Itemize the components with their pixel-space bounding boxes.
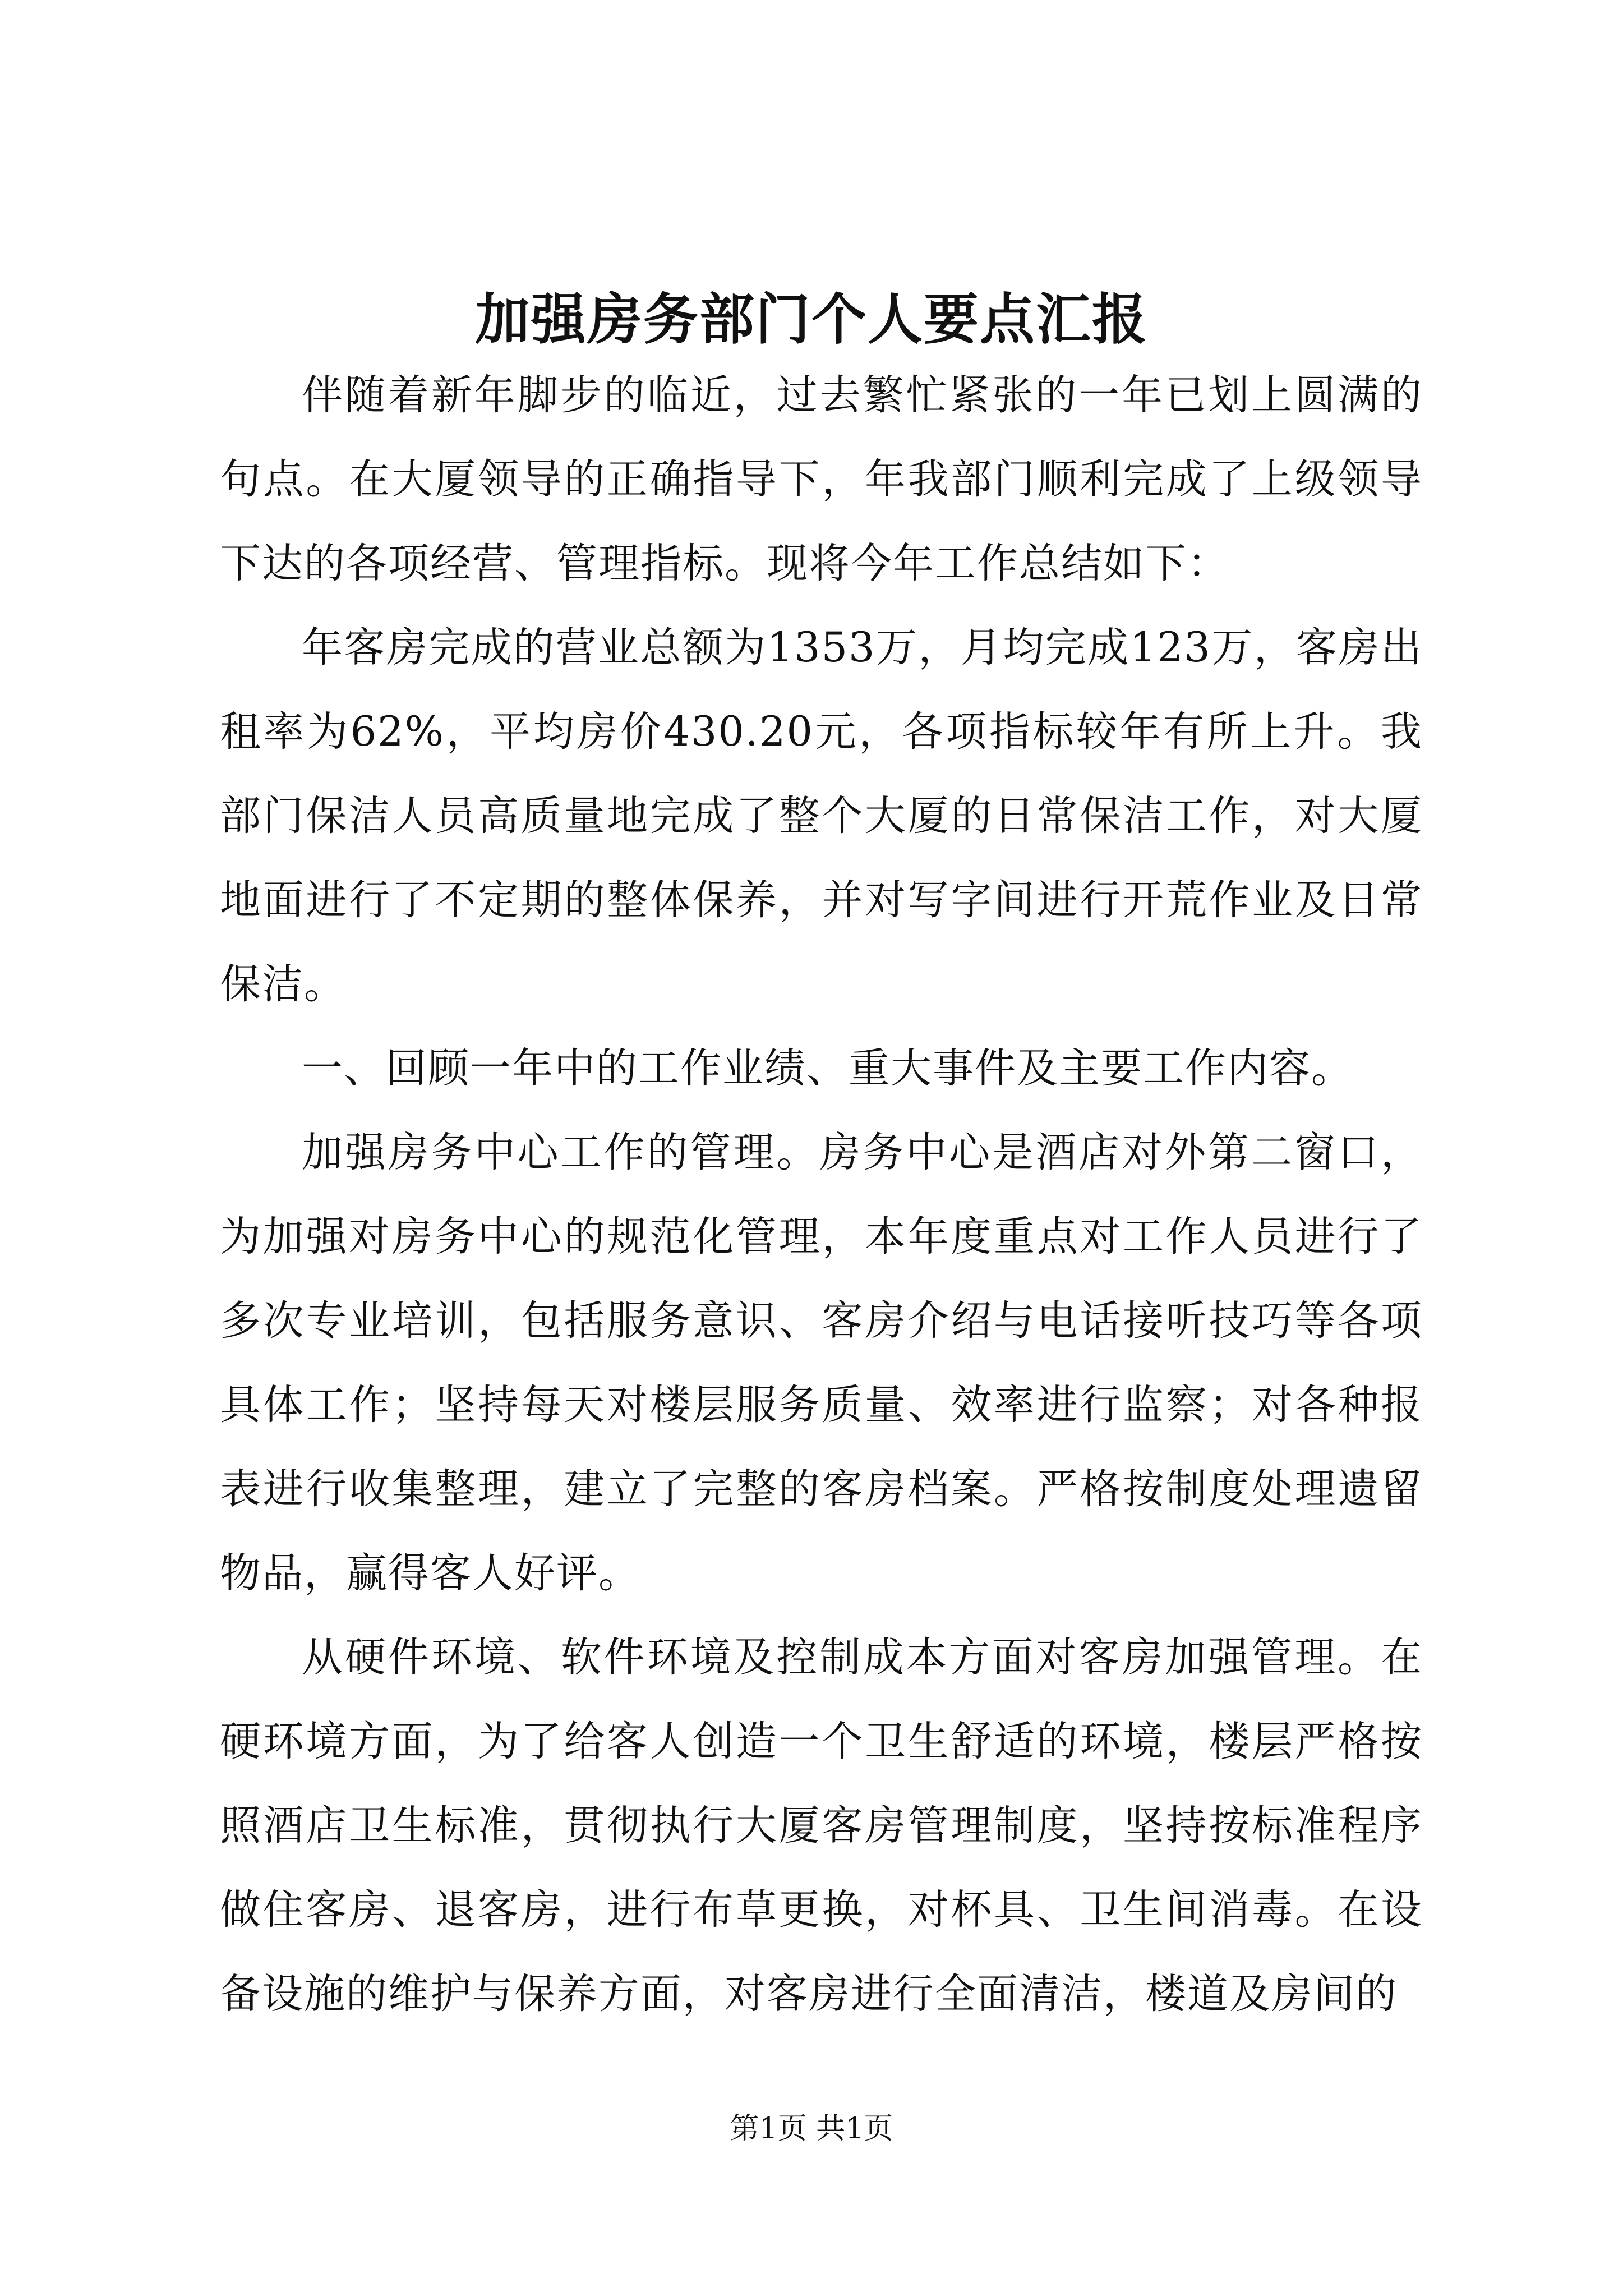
document-title: 加强房务部门个人要点汇报	[474, 287, 1148, 352]
paragraph-room-center: 加强房务中心工作的管理。房务中心是酒店对外第二窗口，为加强对房务中心的规范化管理，本年度重点对工作人员进行了多次专业培训，包括服务意识、客房介绍与电话接听技巧等各项具体工作；坚持每天对楼层服务质量、效率进行监察；对各种报表进行收集整理，建立了完整的客房档案。严格按制度处理遗留物品，赢得客人好评。	[220, 1129, 1423, 1597]
page-footer: 第1页 共1页	[730, 2112, 893, 2146]
paragraph-room-management: 从硬件环境、软件环境及控制成本方面对客房加强管理。在硬环境方面，为了给客人创造一个卫生舒适的环境，楼层严格按照酒店卫生标准，贯彻执行大厦客房管理制度，坚持按标准程序做住客房、退客房，进行布草更换，对杯具、卫生间消毒。在设备设施的维护与保养方面，对客房进行全面清洁，楼道及房间的	[220, 1634, 1423, 2018]
paragraph-intro: 伴随着新年脚步的临近，过去繁忙紧张的一年已划上圆满的句点。在大厦领导的正确指导下，年我部门顺利完成了上级领导下达的各项经营、管理指标。现将今年工作总结如下：	[220, 371, 1423, 587]
paragraph-performance: 年客房完成的营业总额为1353万，月均完成123万，客房出租率为62%，平均房价430.20元，各项指标较年有所上升。我部门保洁人员高质量地完成了整个大厦的日常保洁工作，对大厦地面进行了不定期的整体保养，并对写字间进行开荒作业及日常保洁。	[220, 624, 1423, 1008]
paragraph-section-heading: 一、回顾一年中的工作业绩、重大事件及主要工作内容。	[302, 1045, 1353, 1092]
document-body	[220, 353, 1423, 2036]
